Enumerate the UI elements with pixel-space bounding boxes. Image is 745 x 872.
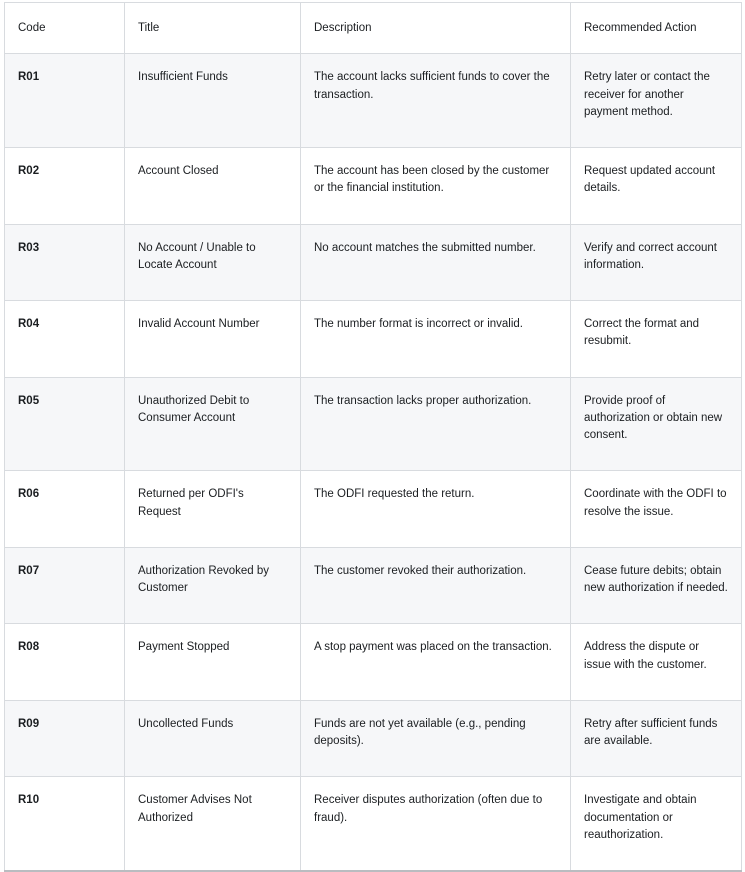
table-row (5, 148, 742, 225)
title-cell: No Account / Unable to Locate Account (125, 224, 301, 301)
column-header-code: Code (5, 3, 125, 54)
code-cell: R07 (5, 547, 125, 624)
description-cell: Funds are not yet available (e.g., pending deposits). (301, 700, 571, 777)
description-cell: The transaction lacks proper authorization. (301, 377, 571, 471)
title-cell: Insufficient Funds (125, 54, 301, 148)
table-row (5, 777, 742, 871)
column-header-title: Title (125, 3, 301, 54)
table-row (5, 471, 742, 548)
title-cell: Invalid Account Number (125, 301, 301, 378)
table-row (5, 547, 742, 624)
title-cell: Unauthorized Debit to Consumer Account (125, 377, 301, 471)
code-cell: R02 (5, 148, 125, 225)
title-cell: Authorization Revoked by Customer (125, 547, 301, 624)
action-cell: Coordinate with the ODFI to resolve the issue. (571, 471, 742, 548)
description-cell: The ODFI requested the return. (301, 471, 571, 548)
title-cell: Uncollected Funds (125, 700, 301, 777)
code-cell: R08 (5, 624, 125, 701)
code-cell: R06 (5, 471, 125, 548)
action-cell: Cease future debits; obtain new authorization if needed. (571, 547, 742, 624)
code-cell: R09 (5, 700, 125, 777)
column-header-action: Recommended Action (571, 3, 742, 54)
action-cell: Investigate and obtain documentation or reauthorization. (571, 777, 742, 871)
action-cell: Request updated account details. (571, 148, 742, 225)
table-row (5, 700, 742, 777)
code-cell: R10 (5, 777, 125, 871)
description-cell: Receiver disputes authorization (often due to fraud). (301, 777, 571, 871)
title-cell: Payment Stopped (125, 624, 301, 701)
table-row (5, 301, 742, 378)
table-row (5, 54, 742, 148)
table-row (5, 624, 742, 701)
table-row (5, 224, 742, 301)
code-cell: R01 (5, 54, 125, 148)
description-cell: No account matches the submitted number. (301, 224, 571, 301)
description-cell: The account has been closed by the customer or the financial institution. (301, 148, 571, 225)
table-header-row (5, 3, 742, 54)
action-cell: Address the dispute or issue with the customer. (571, 624, 742, 701)
description-cell: The account lacks sufficient funds to cover the transaction. (301, 54, 571, 148)
description-cell: A stop payment was placed on the transaction. (301, 624, 571, 701)
table-row (5, 377, 742, 471)
action-cell: Provide proof of authorization or obtain new consent. (571, 377, 742, 471)
code-cell: R04 (5, 301, 125, 378)
title-cell: Returned per ODFI's Request (125, 471, 301, 548)
code-cell: R03 (5, 224, 125, 301)
action-cell: Correct the format and resubmit. (571, 301, 742, 378)
action-cell: Verify and correct account information. (571, 224, 742, 301)
ach-return-codes-table (4, 2, 742, 872)
column-header-description: Description (301, 3, 571, 54)
action-cell: Retry later or contact the receiver for another payment method. (571, 54, 742, 148)
description-cell: The number format is incorrect or invalid. (301, 301, 571, 378)
description-cell: The customer revoked their authorization. (301, 547, 571, 624)
title-cell: Customer Advises Not Authorized (125, 777, 301, 871)
code-cell: R05 (5, 377, 125, 471)
title-cell: Account Closed (125, 148, 301, 225)
action-cell: Retry after sufficient funds are available. (571, 700, 742, 777)
